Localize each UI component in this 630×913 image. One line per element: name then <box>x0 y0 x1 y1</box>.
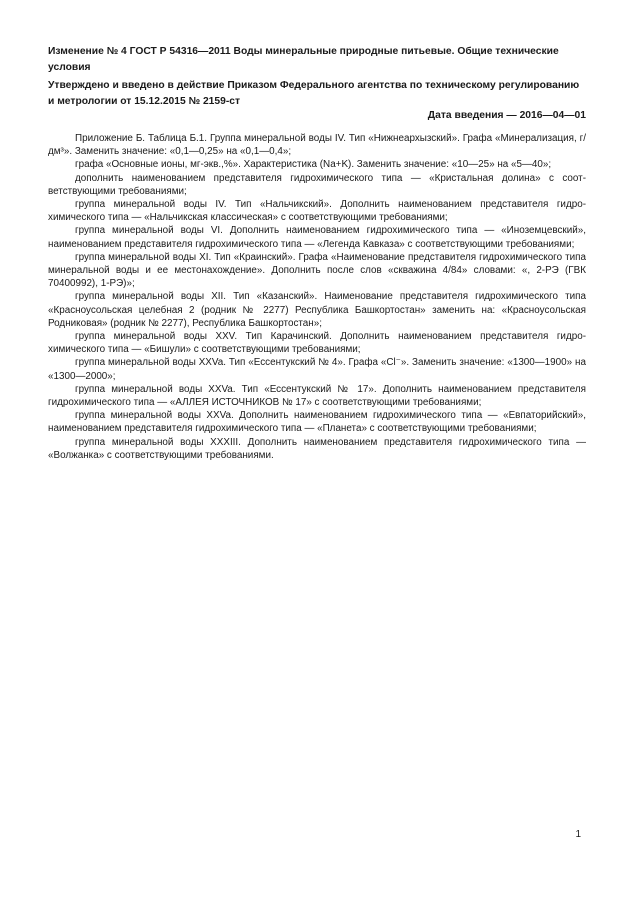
paragraph: Приложение Б. Таблица Б.1. Группа минеральной воды IV. Тип «Нижнеархызский». Графа «Минерализация, г/дм³». Заменить значение: «0,1—0,25» на «0,1—0,4»; <box>48 133 586 158</box>
paragraph: дополнить наименованием представителя гидрохимического типа — «Кристальная долина» с соответствующими требованиями; <box>48 172 586 197</box>
paragraph: группа минеральной воды XXXIII. Дополнить наименованием представителя гидрохимического типа — «Волжанка» с соответствующими требованиями. <box>48 436 586 461</box>
approval-statement: Утверждено и введено в действие Приказом Федерального агентства по техническому регулированию и метрологии от 15.12.2015 № 2159-ст <box>48 80 580 107</box>
document-title: Изменение № 4 ГОСТ Р 54316—2011 Воды минеральные природные питьевые. Общие технические условия <box>48 46 559 73</box>
paragraph: графа «Основные ионы, мг-экв.,%». Характеристика (Na+K). Заменить значение: «10—25» на «5—40»; <box>75 159 552 171</box>
document-body <box>48 132 586 462</box>
paragraph: группа минеральной воды XXVa. Дополнить наименованием гидрохимического типа — «Евпаторийский», наименованием представителя гидрохимического типа — «Планета» с соответствующими требованиями; <box>48 410 586 435</box>
page-number: 1 <box>575 829 581 840</box>
paragraph: группа минеральной воды XII. Тип «Казанский». Наименование представителя гидрохимического типа «Красноусольская целебная 2 (родник № 2277) Республика Башкортостан» заменить на: «Красноусольская Родниковая» (родник № 2277), Республика Башкортостан»; <box>48 291 586 329</box>
paragraph: группа минеральной воды XXVa. Тип «Ессентукский № 17». Дополнить наименованием представителя гидрохимического типа — «АЛЛЕЯ ИСТОЧНИКОВ № 17» с соответствующими требованиями; <box>48 383 586 409</box>
paragraph: группа минеральной воды XXV. Тип Карачинский. Дополнить наименованием представителя гидрохимического типа — «Бишули» с соответствующими требованиями; <box>48 331 586 356</box>
paragraph: группа минеральной воды IV. Тип «Нальчикский». Дополнить наименованием представителя гидрохимического типа — «Нальчикская классическая» с соответствующими требованиями; <box>48 199 586 224</box>
paragraph: группа минеральной воды VI. Дополнить наименованием гидрохимического типа — «Иноземцевский», наименованием представителя гидрохимического типа — «Легенда Кавказа» с соответствующими требованиями; <box>48 225 586 250</box>
paragraph: группа минеральной воды XXVa. Тип «Ессентукский № 4». Графа «Cl⁻». Заменить значение: «1300—1900» на «1300—2000»; <box>48 357 586 382</box>
paragraph: группа минеральной воды XI. Тип «Краинский». Графа «Наименование представителя гидрохимического типа минеральной воды и ее местонахождение». Дополнить после слов «скважина 4/84» словами: «, 2-РЭ (ГВК 70400992), 1-РЭ)»; <box>48 251 586 290</box>
effective-date: Дата введения — 2016—04—01 <box>427 110 586 121</box>
